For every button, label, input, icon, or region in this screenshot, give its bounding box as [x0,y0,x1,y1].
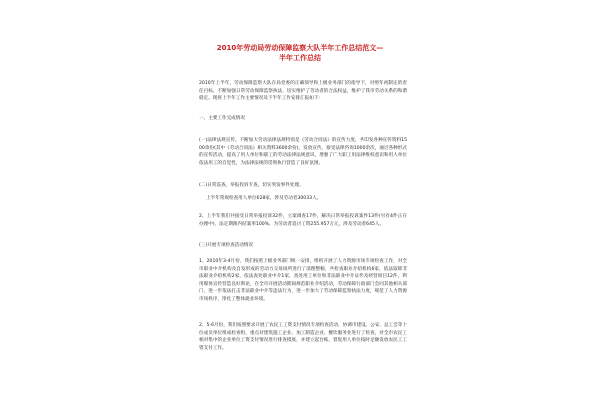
section-heading-1: 一、主要工作完成情况 [199,116,245,121]
document-title-line-2: 半年工作总结 [279,54,321,62]
item-complaints: 2、上半年我们共接受日常举报投诉32件，立案调查17件，解决日常举报投诉案件13件(另有4件正在办理中)，法定期限内结案率100%，为劳动者追讨工资255.957万元，涉及劳动者645人。 [199,214,407,227]
item-hr-market-campaign: 1、2010年3-4月份，我们按照上级业务部门统一安排，组织开展了人力资源市场专项检查工作，对全市职业中介机构及自发形成的劳动力交易场所进行了清理整顿，共检查职业介绍机构6家，依法取缔非法职业介绍机构2家，依法查处职业中介1家，查处用工单位和非法职业中介证件及经营项目12件，利用媒体宣传营造良好舆论，在全市开展活动期间规范职业介绍活动，劳动保障行政部门会同其他相关部门，进一步依法打击非法职业中介等违法行为，进一步加大了劳动保障监察执法力度，规范了人力资源市场秩序，净化了整体就业环境。 [199,259,407,302]
item-daily-inspection-detail: 上半年常规检查用人单位628家，涉及劳动者30033人。 [206,196,322,201]
item-daily-inspection: (二)日常巡查、举报投诉专查，切实突发事件处理。 [199,183,304,188]
intro-paragraph: 2010年上半年，劳动保障监察大队在局党委的正确领导和上级业务部门的指导下，对照年初制定的责任目标，不断加强日常劳动保障监察执法，切实维护了劳动者的合法权益，维护了我市劳动关系的和谐稳定。现将上半年工作主要情况及下半年工作安排汇报如下： [199,81,407,101]
item-migrant-wage-campaign: 2、5-6月份，我们按照要求开展了农民工工资支付情况专项检查活动，协调市建设、公安、总工会等十位成员单位组成检查组，重点对建筑施工企业、加工制造企业、餐饮服务业进行了检查，对全市农民工相对集中的企业单位工资支付情况进行排查摸底，并建立起台账，督促用人单位按时足额发放农民工工资支付工作。 [199,323,407,351]
document-title-line-1: 2010年劳动局劳动保障监察大队半年工作总结范文— [216,44,384,52]
item-special-campaign-heading: (三)开展专项检查活动情况 [199,243,254,248]
item-legal-publicity: (一)法律法规宣传。不断加大劳动法律法规特别是《劳动合同法》的宣传力度，共印发各种宣传资料1500余份(其中《劳动合同法》相关资料3600余份)，发放宣传，接受法律咨询1000余次，通过各种形式的宣传活动，提高了用人单位和职工的劳动法律法规意识，增强了广大职工用法律维权意识和用人单位依法用工的自觉性，为法律法规的贯彻执行营造了良好氛围。 [199,138,407,166]
